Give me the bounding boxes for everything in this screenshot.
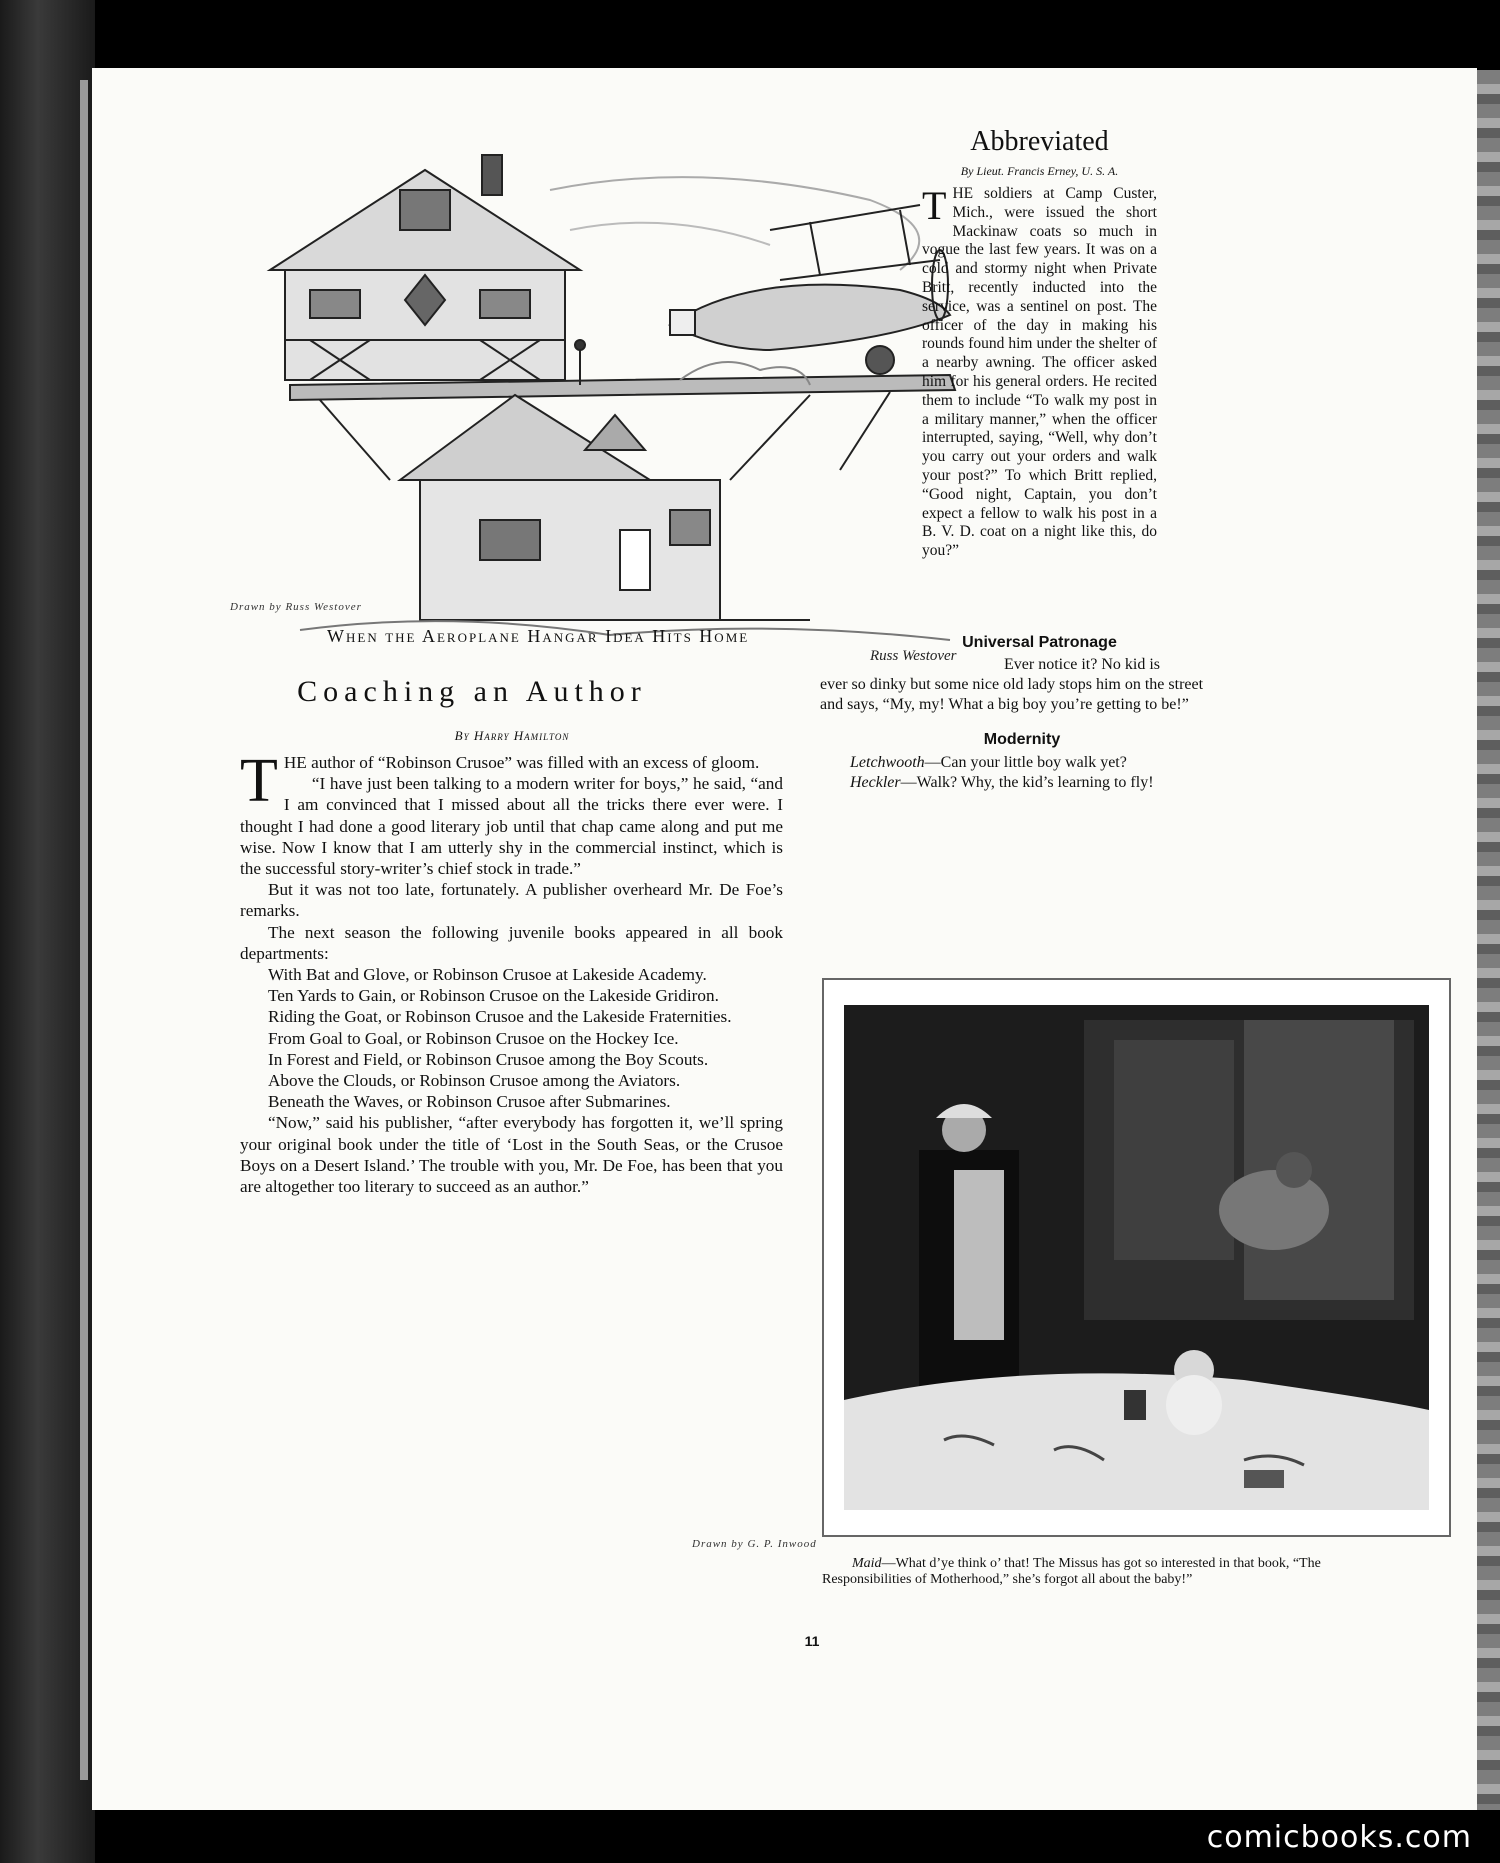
modernity-line2 (850, 774, 1410, 792)
modernity-title: Modernity (983, 731, 1061, 748)
coaching-title: Coaching an Author (297, 675, 647, 708)
abbreviated-text: HE soldiers at Camp Custer, Mich., were issued the short Mackinaw coats so much in vogue the last few years. It was on a cold and stormy night when Private Britt, recently inducted into the service, was a sentinel on post. The officer of the day in making his rounds found him under the shelter of a nearby awning. The officer asked him for his general orders. He recited them to include “To walk my post in a military manner,” when the officer interrupted, saying, “Well, why don’t you carry out your orders and walk your post?” To which Britt replied, “Good night, Captain, you don’t expect a fellow to walk his post in a B. V. D. coat on a night like this, do you?” (922, 185, 1157, 560)
book-title-item: Riding the Goat, or Robinson Crusoe and the Lakeside Fraternities. (268, 1007, 732, 1027)
book-title-item: Ten Yards to Gain, or Robinson Crusoe on the Lakeside Gridiron. (268, 986, 719, 1006)
maid-baby-drawing (824, 980, 1449, 1535)
coaching-p4: The next season the following juvenile books appeared in all book departments: (240, 922, 783, 963)
magazine-page (92, 68, 1477, 1810)
site-watermark: comicbooks.com (1206, 1820, 1472, 1855)
top-illustration-caption: When the Aeroplane Hangar Idea Hits Home (327, 626, 750, 646)
modernity-speaker-2: Heckler (850, 774, 901, 791)
coaching-p3: But it was not too late, fortunately. A publisher overheard Mr. De Foe’s remarks. (240, 880, 783, 921)
universal-patronage-line3: and says, “My, my! What a big boy you’re getting to be!” (820, 696, 1189, 713)
caption-speaker: Maid (852, 1556, 882, 1571)
coaching-dropcap: T (240, 747, 278, 815)
spine-edge (80, 80, 88, 1780)
coaching-byline: By Harry Hamilton (454, 728, 570, 743)
book-title-item: Above the Clouds, or Robinson Crusoe among the Aviators. (268, 1071, 681, 1091)
top-illustration-credit: Drawn by Russ Westover (230, 601, 362, 613)
page-number: 11 (804, 1633, 820, 1649)
modernity-line1 (850, 754, 1410, 772)
maid-illustration-frame (822, 978, 1451, 1537)
book-title-item: With Bat and Glove, or Robinson Crusoe at Lakeside Academy. (268, 965, 707, 985)
bottom-illustration-caption (822, 1556, 1342, 1588)
artist-signature: Russ Westover (870, 648, 957, 664)
book-title-item: From Goal to Goal, or Robinson Crusoe on the Hockey Ice. (268, 1028, 679, 1048)
bottom-illustration-credit: Drawn by G. P. Inwood (692, 1538, 817, 1550)
modernity-text-2: —Walk? Why, the kid’s learning to fly! (900, 774, 1154, 791)
caption-text: —What d’ye think o’ that! The Missus has got so interested in that book, “The Responsibilities of Motherhood,” she’s forgot all about the baby!” (822, 1556, 1321, 1587)
universal-patronage-title: Universal Patronage (962, 634, 1117, 651)
coaching-p1: HE author of “Robinson Crusoe” was filled with an excess of gloom. (283, 753, 760, 772)
abbreviated-dropcap: T (922, 183, 947, 228)
book-title-item: In Forest and Field, or Robinson Crusoe among the Boy Scouts. (268, 1049, 709, 1069)
modernity-text-1: —Can your little boy walk yet? (924, 754, 1127, 771)
universal-patronage-line1: Ever notice it? No kid is (1004, 656, 1160, 673)
abbreviated-body (922, 185, 1157, 561)
modernity-speaker-1: Letchwooth (850, 754, 925, 771)
abbreviated-title: Abbreviated (970, 126, 1109, 157)
universal-patronage-line2: ever so dinky but some nice old lady stops him on the street (820, 676, 1204, 693)
abbreviated-byline: By Lieut. Francis Erney, U. S. A. (960, 164, 1119, 178)
coaching-p5: “Now,” said his publisher, “after everybody has forgotten it, we’ll spring your original book under the title of ‘Lost in the South Seas, or the Crusoe Boys on a Desert Island.’ The trouble with you, Mr. De Foe, has been that you are altogether too literary to succeed as an author.” (240, 1113, 783, 1197)
book-title-item: Beneath the Waves, or Robinson Crusoe after Submarines. (268, 1092, 671, 1112)
coaching-p2: “I have just been talking to a modern writer for boys,” he said, “and I am convinced that I missed about all the tricks there ever were. I thought I had done a good literary job until that chap came along and put me wise. Now I know that I am utterly shy in the commercial instinct, which is the successful story-writer’s chief stock in trade.” (240, 774, 783, 879)
coaching-body (240, 747, 783, 1197)
